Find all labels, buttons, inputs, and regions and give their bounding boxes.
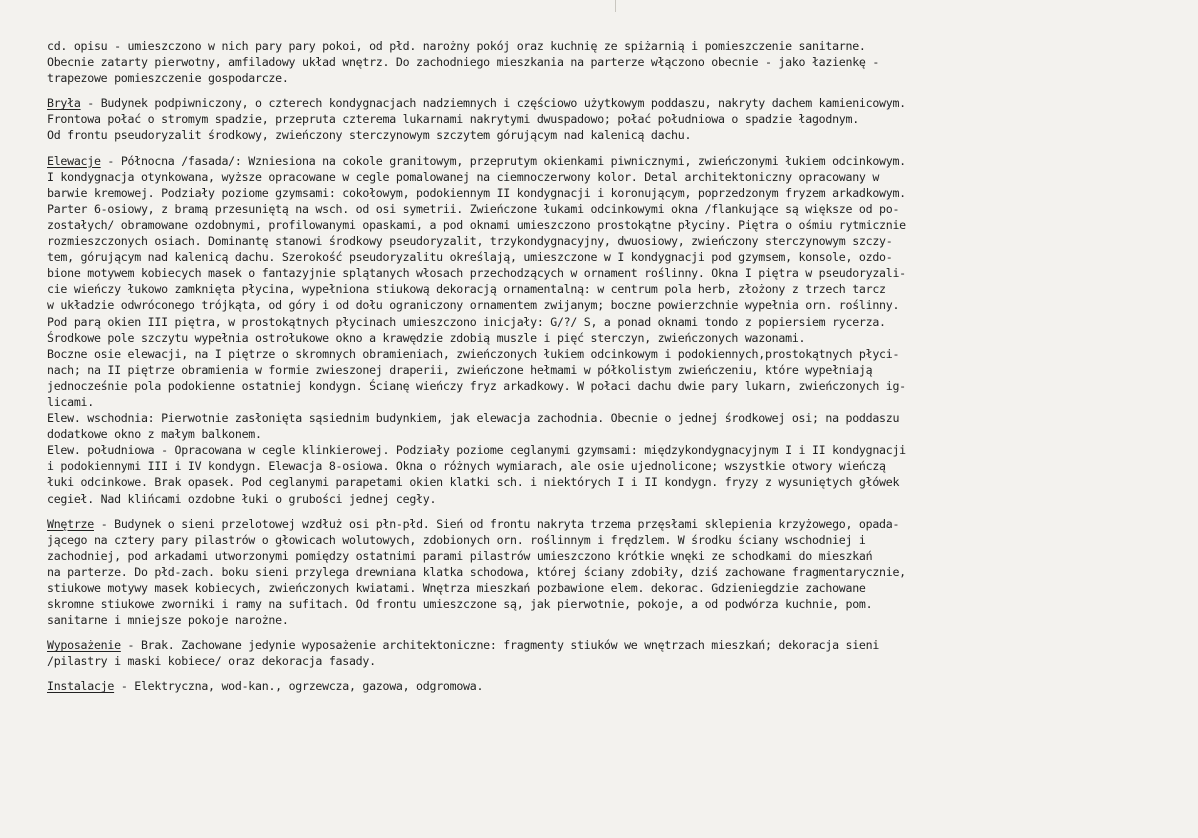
section-heading: Bryła	[47, 96, 81, 111]
document-body	[47, 38, 1158, 695]
section-heading: Elewacje	[47, 153, 101, 168]
line-text: sanitarne i mniejsze pokoje narożne.	[47, 613, 289, 628]
text-line	[47, 217, 1158, 233]
line-text: - Północna /fasada/: Wzniesiona na cokole granitowym, przeprutym okienkami piwnicznymi, zwieńczonymi łukiem odcinkowym.	[100, 153, 906, 168]
text-line	[47, 458, 1158, 474]
text-line	[47, 580, 1158, 596]
line-text: - Budynek podpiwniczony, o czterech kondygnacjach nadziemnych i częściowo użytkowym poddaszu, nakryty dachem kamienicowym.	[80, 96, 906, 111]
text-line	[47, 378, 1158, 394]
text-line	[47, 330, 1158, 346]
line-text: Boczne osie elewacji, na I piętrze o skromnych obramieniach, zwieńczonych łukiem odcinkowym i podokiennych,prostokątnych płyci-	[47, 346, 900, 361]
paragraph	[47, 38, 1158, 86]
text-line	[47, 70, 1158, 86]
line-text: licami.	[47, 394, 94, 409]
text-line	[47, 678, 1158, 694]
fold-mark	[615, 0, 616, 12]
section-heading: Wyposażenie	[47, 638, 121, 653]
line-text: dodatkowe okno z małym balkonem.	[47, 427, 262, 442]
line-text: barwie kremowej. Podziały poziome gzymsami: cokołowym, podokiennym II kondygnacji i koronującym, poprzedzonym fryzem arkadkowym.	[47, 185, 906, 200]
line-text: skromne stiukowe zworniki i ramy na sufitach. Od frontu umieszczone są, jak pierwotnie, pokoje, a od podwórza kuchnie, pom.	[47, 597, 873, 612]
line-text: jednocześnie pola podokienne ostatniej kondygn. Ścianę wieńczy fryz arkadkowy. W połaci dachu dwie pary lukarn, zwieńczonych ig-	[47, 378, 906, 393]
line-text: Od frontu pseudoryzalit środkowy, zwieńczony sterczynowym szczytem górującym nad kalenicą dachu.	[47, 128, 692, 143]
line-text: nach; na II piętrze obramienia w formie zwieszonej draperii, zwieńczone hełmami w półkolistym zwieńczeniu, które wypełniają	[47, 362, 873, 377]
line-text: Frontowa połać o stromym spadzie, przepruta czterema lukarnami nakrytymi dwuspadowo; połać południowa o spadzie łagodnym.	[47, 112, 859, 127]
line-text: Elew. południowa - Opracowana w cegle klinkierowej. Podziały poziome ceglanymi gzymsami: międzykondygnacyjnym I i II kondygnacji	[47, 443, 906, 458]
line-text: łuki odcinkowe. Brak opasek. Pod ceglanymi parapetami okien klatki sch. i niektórych I i II kondygn. fryzy z wysuniętych główek	[47, 475, 900, 490]
line-text: - Budynek o sieni przelotowej wzdłuż osi płn-płd. Sień od frontu nakryta trzema przęsłami sklepienia krzyżowego, opada-	[93, 516, 900, 531]
text-line	[47, 54, 1158, 70]
text-line	[47, 442, 1158, 458]
text-line	[47, 111, 1158, 127]
text-line	[47, 38, 1158, 54]
line-text: cie wieńczy łukowo zamknięta płycina, wypełniona stiukową dekoracją ornamentalną: w centrum pola herb, złożony z trzech tarcz	[47, 282, 886, 297]
line-text: Obecnie zatarty pierwotny, amfiladowy układ wnętrz. Do zachodniego mieszkania na parterze włączono obecnie - jako łazienkę -	[47, 55, 880, 70]
text-line	[47, 612, 1158, 628]
line-text: tem, górującym nad kalenicą dachu. Szerokość pseudoryzalitu określają, umieszczone w I kondygnacji pod gzymsem, konsole, ozdo-	[47, 250, 893, 265]
text-line	[47, 362, 1158, 378]
line-text: - Elektryczna, wod-kan., ogrzewcza, gazowa, odgromowa.	[114, 679, 484, 694]
text-line	[47, 637, 1158, 653]
line-text: zostałych/ obramowane ozdobnymi, profilowanymi opaskami, a pod oknami umieszczono prostokątne płyciny. Piętra o ośmiu rytmicznie	[47, 217, 906, 232]
text-line	[47, 516, 1158, 532]
line-text: Pod parą okien III piętra, w prostokątnych płycinach umieszczono inicjały: G/?/ S, a ponad oknami tondo z popiersiem rycerza.	[47, 314, 886, 329]
text-line	[47, 95, 1158, 111]
text-line	[47, 564, 1158, 580]
paragraph	[47, 637, 1158, 669]
text-line	[47, 153, 1158, 169]
text-line	[47, 185, 1158, 201]
section-heading: Instalacje	[47, 679, 115, 694]
text-line	[47, 491, 1158, 507]
line-text: - Brak. Zachowane jedynie wyposażenie architektoniczne: fragmenty stiuków we wnętrzach mieszkań; dekoracja sieni	[120, 638, 880, 653]
section-heading: Wnętrze	[47, 516, 94, 531]
line-text: trapezowe pomieszczenie gospodarcze.	[47, 71, 289, 86]
line-text: w układzie odwróconego trójkąta, od góry i od dołu ograniczony ornamentem zwijanym; boczne powierzchnie wypełnia orn. roślinny.	[47, 298, 900, 313]
text-line	[47, 127, 1158, 143]
text-line	[47, 426, 1158, 442]
text-line	[47, 653, 1158, 669]
text-line	[47, 169, 1158, 185]
text-line	[47, 281, 1158, 297]
text-line	[47, 596, 1158, 612]
text-line	[47, 201, 1158, 217]
line-text: rozmieszczonych osiach. Dominantę stanowi środkowy pseudoryzalit, trzykondygnacyjny, dwuosiowy, zwieńczony sterczynowym szczy-	[47, 234, 893, 249]
line-text: zachodniej, pod arkadami utworzonymi pomiędzy ostatnimi parami pilastrów umieszczono krótkie wnęki ze schodkami do mieszkań	[47, 548, 873, 563]
paragraph	[47, 678, 1158, 694]
line-text: i podokiennymi III i IV kondygn. Elewacja 8-osiowa. Okna o różnych wymiarach, ale osie ujednolicone; wszystkie otwory wieńczą	[47, 459, 886, 474]
line-text: stiukowe motywy masek kobiecych, zwieńczonych kwiatami. Wnętrza mieszkań pozbawione elem. dekorac. Gdzieniegdzie zachowane	[47, 581, 866, 595]
line-text: cegieł. Nad klińcami ozdobne łuki o grubości jednej cegły.	[47, 491, 437, 506]
text-line	[47, 233, 1158, 249]
text-line	[47, 474, 1158, 490]
line-text: Parter 6-osiowy, z bramą przesuniętą na wsch. od osi symetrii. Zwieńczone łukami odcinkowymi okna /flankujące są większe od po-	[47, 201, 900, 216]
paragraph	[47, 153, 1158, 507]
text-line	[47, 532, 1158, 548]
paragraph	[47, 516, 1158, 629]
text-line	[47, 394, 1158, 410]
text-line	[47, 265, 1158, 281]
text-line	[47, 297, 1158, 313]
line-text: /pilastry i maski kobiece/ oraz dekoracja fasady.	[47, 654, 376, 669]
paragraph	[47, 95, 1158, 143]
line-text: bione motywem kobiecych masek o fantazyjnie splątanych włosach przechodzących w ornament roślinny. Okna I piętra w pseudoryzali-	[47, 266, 906, 281]
text-line	[47, 249, 1158, 265]
text-line	[47, 548, 1158, 564]
line-text: na parterze. Do płd-zach. boku sieni przylega drewniana klatka schodowa, której ściany zdobiły, dziś zachowane fragmentarycznie,	[47, 564, 906, 579]
text-line	[47, 410, 1158, 426]
line-text: cd. opisu - umieszczono w nich pary pary pokoi, od płd. narożny pokój oraz kuchnię ze spiżarnią i pomieszczenie sanitarne.	[47, 39, 866, 53]
line-text: Środkowe pole szczytu wypełnia ostrołukowe okno a krawędzie zdobią muszle i pięć sterczyn, zwieńczonych wazonami.	[47, 330, 806, 345]
text-line	[47, 346, 1158, 362]
text-line	[47, 314, 1158, 330]
line-text: Elew. wschodnia: Pierwotnie zasłonięta sąsiednim budynkiem, jak elewacja zachodnia. Obecnie o jednej środkowej osi; na poddaszu	[47, 411, 900, 426]
line-text: jącego na cztery pary pilastrów o głowicach wolutowych, zdobionych orn. roślinnym i frędzlem. W środku ściany wschodniej i	[47, 532, 866, 547]
line-text: I kondygnacja otynkowana, wyższe opracowane w cegle pomalowanej na ciemnoczerwony kolor. Detal architektoniczny opracowany w	[47, 169, 880, 184]
